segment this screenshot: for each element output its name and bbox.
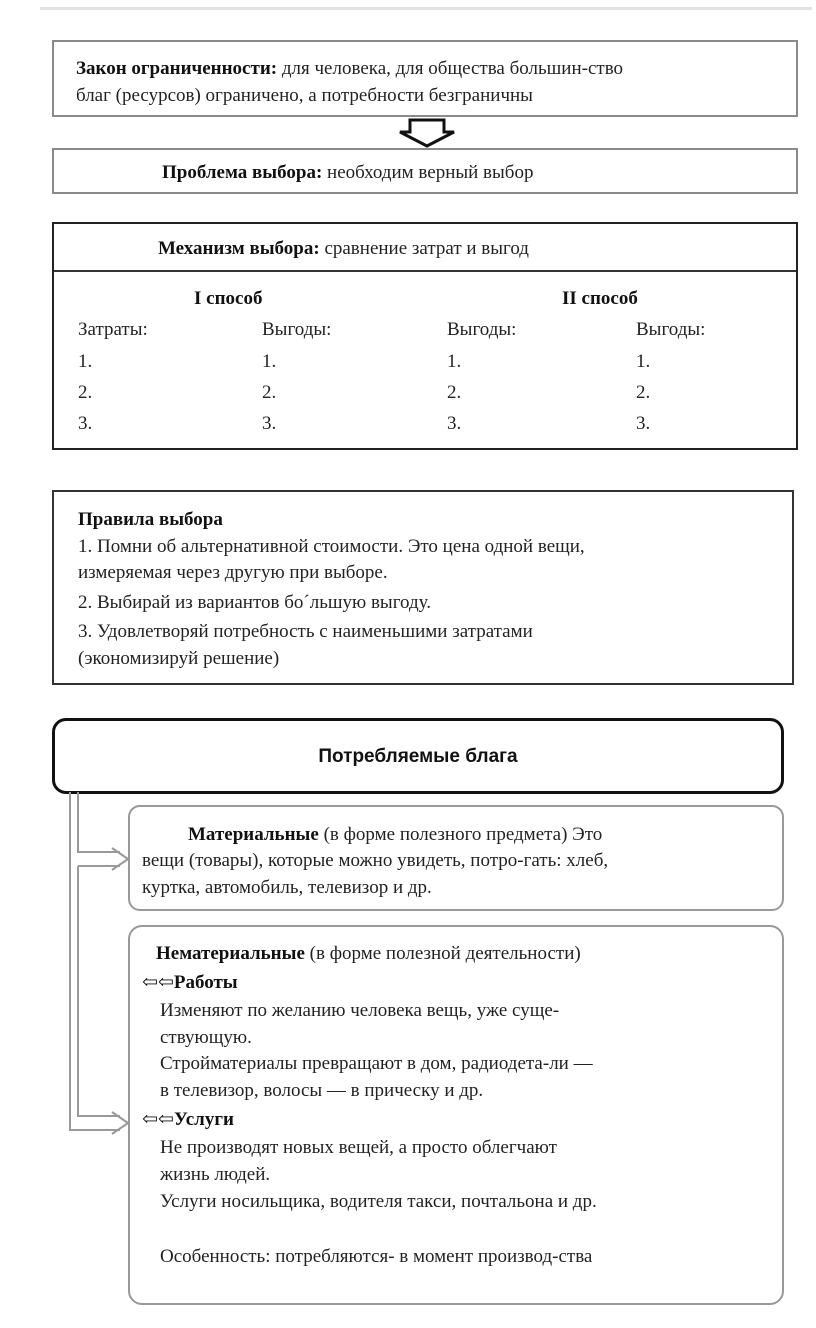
mechanism-text: сравнение затрат и выгод <box>319 238 529 259</box>
column-header: Выгоды: <box>447 319 517 340</box>
material-line-3: куртка, автомобиль, телевизор и др. <box>142 877 432 898</box>
services-line: Услуги носильщика, водителя такси, почтальона и др. <box>160 1191 597 1212</box>
material-line-1: (в форме полезного предмета) Это <box>318 824 603 845</box>
works-label: ⇦⇦Работы <box>142 972 238 993</box>
column-item: 3. <box>447 413 462 434</box>
column-header: Выгоды: <box>636 319 706 340</box>
rule-line: 1. Помни об альтернативной стоимости. Это цена одной вещи, <box>78 536 585 557</box>
works-line: Стройматериалы превращают в дом, радиодета-ли — <box>160 1053 593 1074</box>
services-label: ⇦⇦Услуги <box>142 1109 234 1130</box>
rules-box <box>52 490 794 685</box>
column-item: 2. <box>636 382 651 403</box>
material-box <box>128 805 784 911</box>
top-divider <box>40 7 812 10</box>
down-arrow-icon <box>396 118 458 148</box>
law-box <box>52 40 798 117</box>
rule-line: 3. Удовлетворяй потребность с наименьшими затратами <box>78 621 533 642</box>
works-line: Изменяют по желанию человека вещь, уже суще- <box>160 1000 560 1021</box>
column-item: 3. <box>262 413 277 434</box>
law-text-1: для человека, для общества большин-ство <box>277 58 624 79</box>
immaterial-title: Нематериальные <box>156 943 305 964</box>
column-item: 1. <box>78 351 93 372</box>
column-item: 1. <box>262 351 277 372</box>
column-item: 2. <box>262 382 277 403</box>
column-item: 1. <box>447 351 462 372</box>
problem-text: необходим верный выбор <box>322 162 534 183</box>
law-text-2: благ (ресурсов) ограничено, а потребности безграничны <box>76 85 533 106</box>
rules-title: Правила выбора <box>78 509 223 530</box>
goods-title: Потребляемые блага <box>318 746 518 767</box>
mechanism-title: Механизм выбора: <box>158 238 320 259</box>
column-item: 3. <box>636 413 651 434</box>
rule-line: измеряемая через другую при выборе. <box>78 562 388 583</box>
goods-box <box>52 718 784 794</box>
column-header: Затраты: <box>78 319 148 340</box>
column-header: Выгоды: <box>262 319 332 340</box>
services-line: жизнь людей. <box>160 1164 271 1185</box>
services-line: Не производят новых вещей, а просто облегчают <box>160 1137 557 1158</box>
rule-line: (экономизируй решение) <box>78 648 280 669</box>
feature-text: Особенность: потребляются- в момент производ-ства <box>160 1246 593 1267</box>
problem-title: Проблема выбора: <box>162 162 323 183</box>
mechanism-header-divider <box>54 270 796 272</box>
law-title: Закон ограниченности: <box>76 58 278 79</box>
works-line: в телевизор, волосы — в прическу и др. <box>160 1080 484 1101</box>
column-item: 3. <box>78 413 93 434</box>
column-item: 1. <box>636 351 651 372</box>
material-title: Материальные <box>188 824 319 845</box>
immaterial-subtitle: (в форме полезной деятельности) <box>304 943 581 964</box>
way-1-label: I способ <box>194 288 263 309</box>
problem-box <box>52 148 798 194</box>
rule-line: 2. Выбирай из вариантов бо´льшую выгоду. <box>78 592 431 613</box>
column-item: 2. <box>447 382 462 403</box>
mechanism-box <box>52 222 798 450</box>
works-line: ствующую. <box>160 1027 252 1048</box>
way-2-label: II способ <box>562 288 638 309</box>
column-item: 2. <box>78 382 93 403</box>
material-line-2: вещи (товары), которые можно увидеть, потро-гать: хлеб, <box>142 850 609 871</box>
immaterial-box <box>128 925 784 1305</box>
